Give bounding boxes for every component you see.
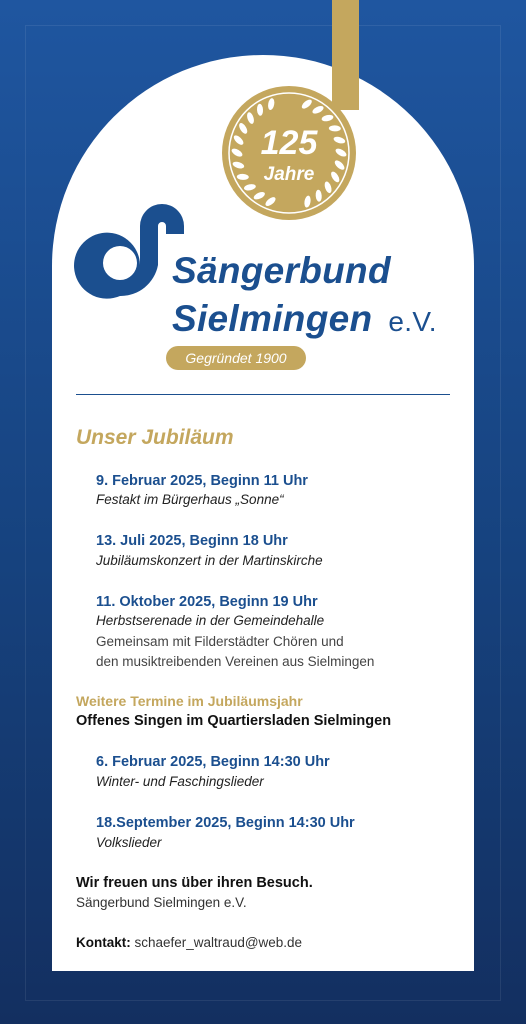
founded-badge: Gegründet 1900 [166, 346, 306, 370]
more-event-1-title: Winter- und Faschingslieder [96, 774, 264, 789]
event-3-date: 11. Oktober 2025, Beginn 19 Uhr [96, 594, 318, 610]
event-2-date: 13. Juli 2025, Beginn 18 Uhr [96, 533, 288, 549]
event-2-title: Jubiläumskonzert in der Martinskirche [96, 553, 323, 568]
closing-org: Sängerbund Sielmingen e.V. [76, 895, 247, 910]
event-3-title: Herbstserenade in der Gemeindehalle [96, 613, 325, 628]
event-1-date: 9. Februar 2025, Beginn 11 Uhr [96, 473, 308, 489]
more-event-2-title: Volkslieder [96, 835, 162, 850]
brand-name-line2 [172, 298, 437, 340]
more-event-2-date: 18.September 2025, Beginn 14:30 Uhr [96, 815, 355, 831]
event-3-note-line2: den musiktreibenden Vereinen aus Sielmingen [96, 654, 375, 669]
event-1-title: Festakt im Bürgerhaus „Sonne“ [96, 492, 284, 507]
more-events-title: Weitere Termine im Jubiläumsjahr [76, 693, 303, 709]
event-3-note-line1: Gemeinsam mit Filderstädter Chören und [96, 634, 344, 649]
contact-email[interactable]: schaefer_waltraud@web.de [134, 935, 303, 950]
contact-line [76, 935, 302, 950]
medal-number: 125 [260, 124, 318, 162]
brand-suffix: e.V. [388, 306, 437, 337]
brand-name-line2-text: Sielmingen [172, 298, 373, 339]
closing-thanks: Wir freuen uns über ihren Besuch. [76, 875, 313, 891]
divider [76, 394, 450, 395]
brand-name-line1: Sängerbund [172, 250, 391, 291]
more-event-1-date: 6. Februar 2025, Beginn 14:30 Uhr [96, 754, 330, 770]
medal-word: Jahre [263, 164, 315, 185]
section-title: Unser Jubiläum [76, 426, 234, 449]
contact-label: Kontakt: [76, 935, 131, 950]
anniversary-medal [222, 86, 356, 220]
more-events-subtitle: Offenes Singen im Quartiersladen Sielmingen [76, 713, 392, 729]
